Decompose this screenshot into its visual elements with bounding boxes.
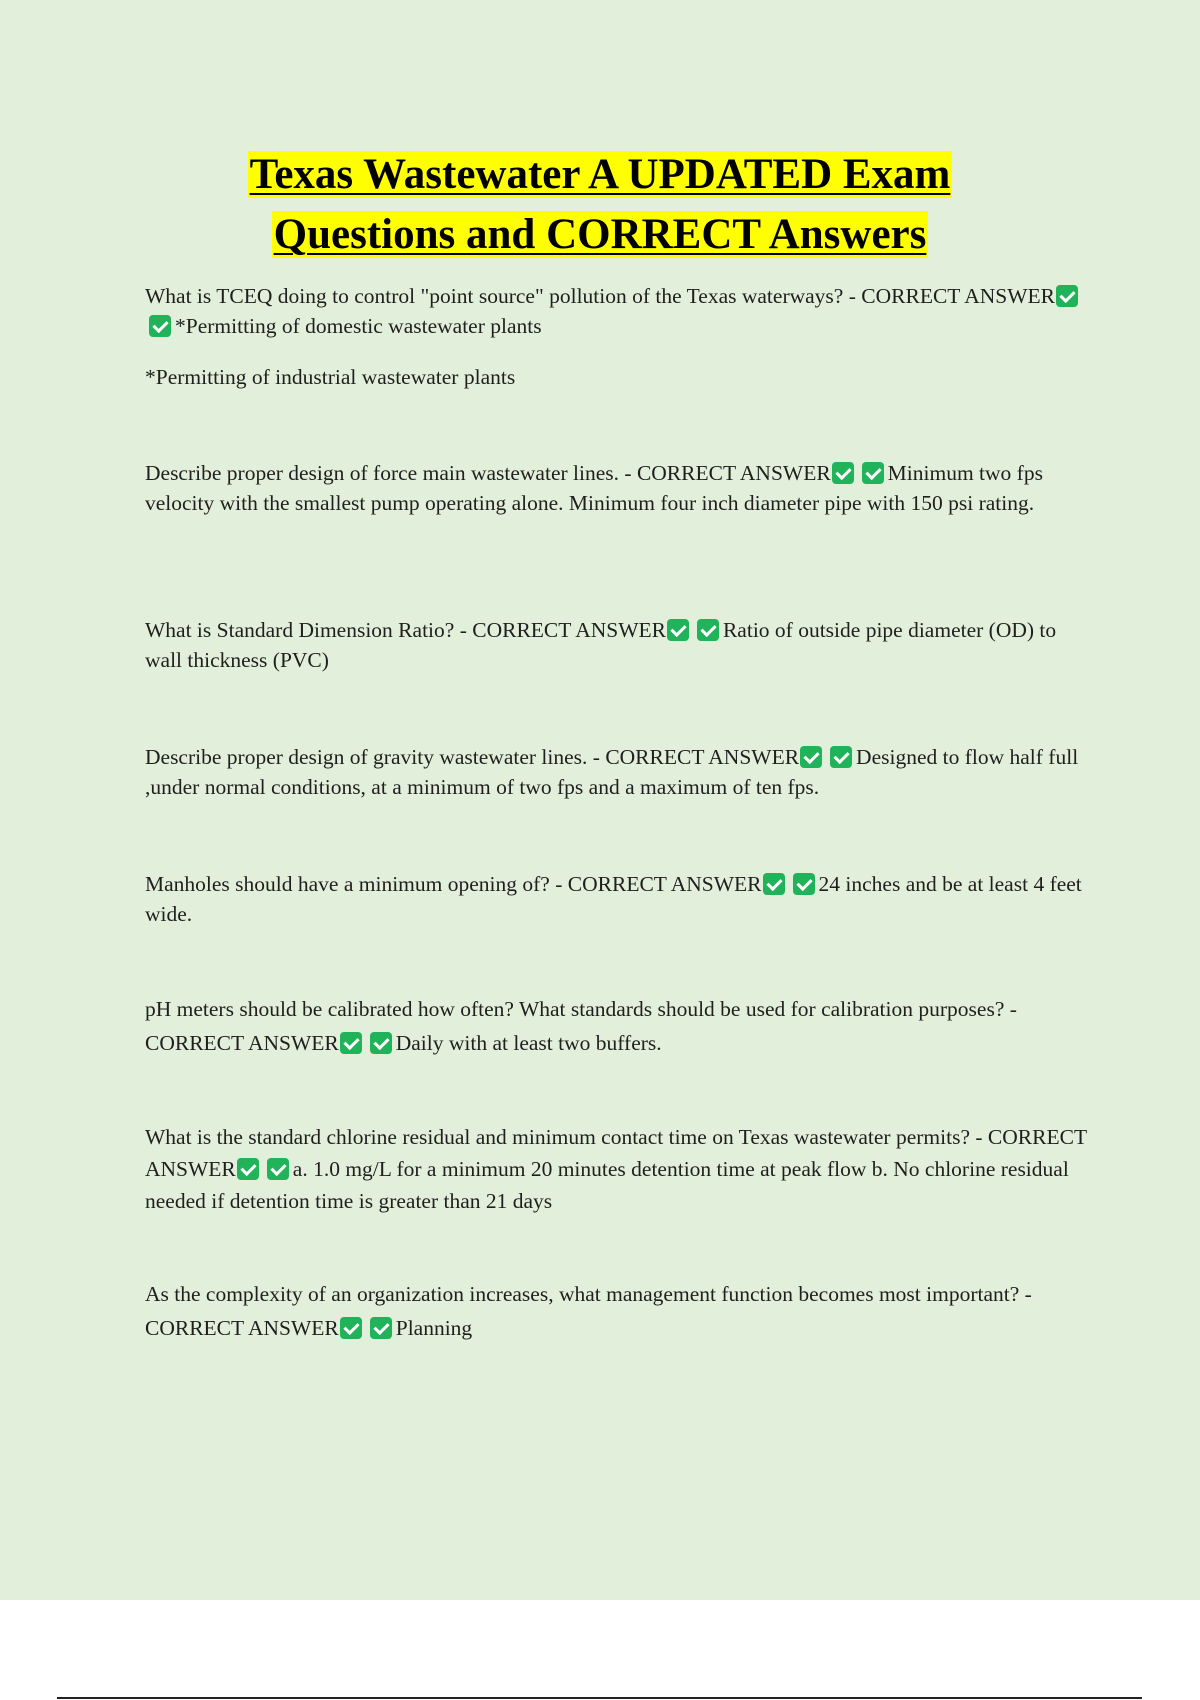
question-text: What is the standard chlorine residual and minimum contact time on Texas wastewater permits?	[145, 1125, 970, 1149]
title-line-2: Questions and CORRECT Answers	[273, 211, 927, 258]
check-mark-icon	[697, 619, 719, 641]
question-text: pH meters should be calibrated how often? What standards should be used for calibration purposes?	[145, 997, 1005, 1021]
correct-answer-label: CORRECT ANSWER	[636, 461, 831, 485]
qa-item-5	[145, 869, 1090, 929]
separator: -	[1019, 1282, 1032, 1306]
answer-text: Daily with at least two buffers.	[395, 1031, 662, 1055]
footer-divider	[57, 1697, 1142, 1699]
separator: -	[1004, 997, 1017, 1021]
question-text: Describe proper design of gravity wastewater lines.	[145, 745, 588, 769]
correct-answer-label: CORRECT ANSWER	[145, 1031, 339, 1055]
separator: -	[454, 618, 473, 642]
qa-item-8	[145, 1277, 1090, 1345]
correct-answer-label: CORRECT ANSWER	[605, 745, 800, 769]
check-mark-icon	[267, 1158, 289, 1180]
check-mark-icon	[370, 1317, 392, 1339]
check-mark-icon	[763, 873, 785, 895]
check-mark-icon	[370, 1032, 392, 1054]
answer-text: Ratio of outside pipe diameter (OD) to wall thickness (PVC)	[145, 618, 1057, 672]
question-text: What is Standard Dimension Ratio?	[145, 618, 455, 642]
question-text: Manholes should have a minimum opening of?	[145, 872, 550, 896]
separator: -	[970, 1125, 988, 1149]
check-mark-icon	[667, 619, 689, 641]
qa-item-1	[145, 281, 1090, 341]
question-text: As the complexity of an organization increases, what management function becomes most important?	[145, 1282, 1020, 1306]
correct-answer-label: CORRECT ANSWER	[472, 618, 666, 642]
separator: -	[619, 461, 637, 485]
question-text: What is TCEQ doing to control "point source" pollution of the Texas waterways?	[145, 284, 844, 308]
check-mark-icon	[793, 873, 815, 895]
check-mark-icon	[149, 315, 171, 337]
answer-text: *Permitting of domestic wastewater plants	[175, 314, 542, 338]
answer-continuation: *Permitting of industrial wastewater plants	[145, 365, 516, 389]
check-mark-icon	[340, 1032, 362, 1054]
correct-answer-label: CORRECT ANSWER	[145, 1125, 1087, 1181]
answer-text: a. 1.0 mg/L for a minimum 20 minutes detention time at peak flow b. No chlorine residual needed if detention time is greater than 21 days	[145, 1157, 1069, 1213]
correct-answer-label: CORRECT ANSWER	[861, 284, 1055, 308]
question-text: Describe proper design of force main wastewater lines.	[145, 461, 620, 485]
qa-item-7	[145, 1121, 1090, 1217]
answer-text: Designed to flow half full ,under normal conditions, at a minimum of two fps and a maximum of ten fps.	[145, 745, 1079, 799]
qa-item-3	[145, 615, 1090, 675]
check-mark-icon	[1056, 285, 1078, 307]
page-title	[0, 145, 1200, 265]
check-mark-icon	[237, 1158, 259, 1180]
qa-item-4	[145, 742, 1090, 802]
check-mark-icon	[832, 462, 854, 484]
check-mark-icon	[830, 746, 852, 768]
check-mark-icon	[340, 1317, 362, 1339]
qa-item-2	[145, 458, 1090, 518]
separator: -	[587, 745, 606, 769]
correct-answer-label: CORRECT ANSWER	[567, 872, 762, 896]
answer-text: Minimum two fps velocity with the smallest pump operating alone. Minimum four inch diameter pipe with 150 psi rating.	[145, 461, 1043, 515]
answer-text: Planning	[395, 1316, 473, 1340]
separator: -	[843, 284, 862, 308]
check-mark-icon	[800, 746, 822, 768]
separator: -	[549, 872, 568, 896]
check-mark-icon	[862, 462, 884, 484]
answer-text: 24 inches and be at least 4 feet wide.	[145, 872, 1082, 926]
qa-item-6	[145, 992, 1090, 1060]
correct-answer-label: CORRECT ANSWER	[145, 1316, 339, 1340]
title-line-1: Texas Wastewater A UPDATED Exam	[249, 151, 951, 198]
